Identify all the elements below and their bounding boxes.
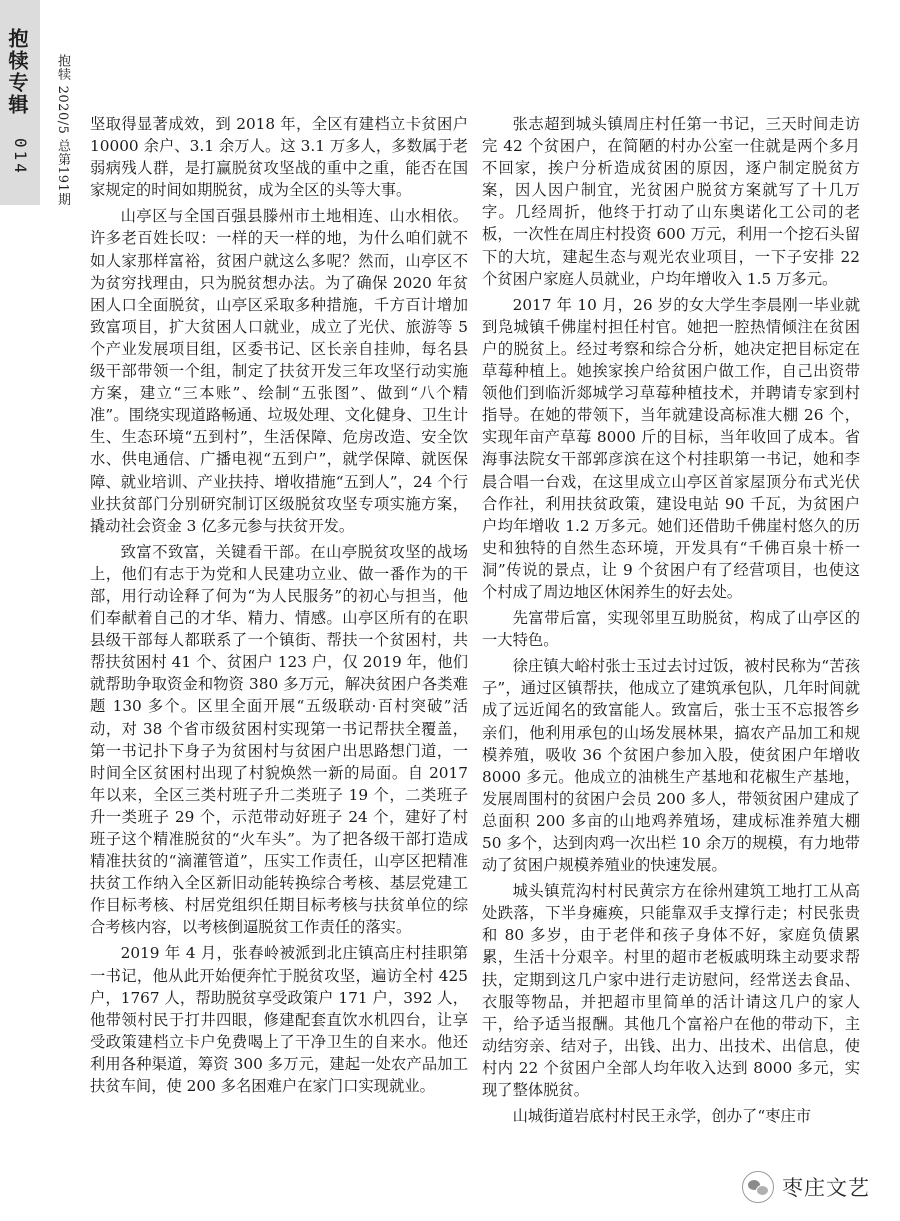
paragraph: 先富带后富，实现邻里互助脱贫，构成了山亭区的一大特色。 <box>482 609 860 650</box>
paragraph: 城头镇荒沟村村民黄宗方在徐州建筑工地打工从高处跌落，下半身瘫痪，只能靠双手支撑行走；村民张贵和 80 多岁，由于老伴和孩子身体不好，家庭负债累累，生活十分艰辛。村里的超市老板戚明珠主动要求帮扶，定期到这几户家中进行走访慰问，经常送去食品、衣服等物品，并把超市里简单的活计请这几户的家人干，给予适当报酬。其他几个富裕户在他的带动下，主动结穷亲、结对子，出钱、出力、出技术、出信息，使村内 22 个贫困户全部人均年收入达到 8000 多元，实现了整体脱贫。 <box>482 882 860 1100</box>
paragraph: 山亭区与全国百强县滕州市土地相连、山水相依。许多老百姓长叹：一样的天一样的地，为什么咱们就不如人家那样富裕，贫困户就这么多呢？然而，山亭区不为贫穷找理由，只为脱贫想办法。为了确保 2020 年贫困人口全面脱贫，山亭区采取多种措施，千方百计增加致富项目，扩大贫困人口就业，成立了光伏、旅游等 5 个产业发展项目组，区委书记、区长亲自挂帅，每名县级干部带领一个组，制定了扶贫开发三年攻坚行动实施方案，建立“三本账”、绘制“五张图”、做到“八个精准”。围绕实现道路畅通、垃圾处理、文化健身、卫生计生、生态环境“五到村”，生活保障、危房改造、安全饮水、供电通信、广播电视“五到户”，就学保障、就医保障、就业培训、产业扶持、增收措施“五到人”，24 个行业扶贫部门分别研究制订区级脱贫攻坚专项实施方案，撬动社会资金 3 亿多元参与扶贫开发。 <box>90 207 468 535</box>
paragraph: 张志超到城头镇周庄村任第一书记，三天时间走访完 42 个贫困户，在简陋的村办公室一住就是两个多月不回家，挨户分析造成贫困的原因，逐户制定脱贫方案，因人因户制宜，光贫困户脱贫方案就写了十几万字。几经周折，他终于打动了山东奥诺化工公司的老板，一次性在周庄村投资 600 万元，利用一个挖石头留下的大坑，建起生态与观光农业项目，一下子安排 22 个贫困户家庭人员就业，户均年增收入 1.5 万多元。 <box>482 115 860 288</box>
side-strip <box>0 0 40 205</box>
watermark <box>742 1171 870 1203</box>
left-column <box>90 113 468 1097</box>
page-number: 014 <box>11 138 30 176</box>
paragraph: 2019 年 4 月，张春岭被派到北庄镇高庄村挂职第一书记，他从此开始便奔忙于脱贫攻坚，遍访全村 425 户，1767 人，帮助脱贫享受政策户 171 户，392 人，他带领村民于打井四眼，修建配套直饮水机四台，让享受政策建档立卡户免费喝上了干净卫生的自来水。他还利用各种渠道，筹资 300 多万元，建起一处农产品加工扶贫车间，使 200 多名困难户在家门口实现就业。 <box>90 944 468 1096</box>
paragraph: 致富不致富，关键看干部。在山亭脱贫攻坚的战场上，他们有志于为党和人民建功立业、做一番作为的干部，用行动诠释了何为“为人民服务”的初心与担当，他们奉献着自己的才华、精力、情感。山亭区所有的在职县级干部每人都联系了一个镇街、帮扶一个贫困村，共帮扶贫困村 41 个、贫困户 123 户，仅 2019 年，他们就帮助争取资金和物资 380 多万元，解决贫困户各类难题 130 多个。区里全面开展“五级联动·百村突破”活动，对 38 个省市级贫困村实现第一书记帮扶全覆盖，第一书记扑下身子为贫困村与贫困户出思路想门道，一时间全区贫困村出现了村貌焕然一新的局面。自 2017 年以来，全区三类村班子升二类班子 19 个，二类班子升一类班子 29 个，示范带动好班子 24 个，建好了村班子这个精准脱贫的“火车头”。为了把各级干部打造成精准扶贫的“滴灌管道”，压实工作责任，山亭区把精准扶贫工作纳入全区新旧动能转换综合考核、基层党建工作目标考核、村居党组织任期目标考核与扶贫单位的综合考核内容，以考核倒逼脱贫工作责任的落实。 <box>90 542 468 937</box>
issue-info: 抱犊 2020/5 总第191期 <box>55 54 70 206</box>
paragraph: 徐庄镇大峪村张士玉过去讨过饭，被村民称为“苦孩子”，通过区镇帮扶，他成立了建筑承包队，几年时间就成了远近闻名的致富能人。致富后，张士玉不忘报答乡亲们，他利用承包的山场发展林果，搞农产品加工和规模养殖，吸收 36 个贫困户参加入股，使贫困户年增收 8000 多元。他成立的油桃生产基地和花椒生产基地，发展周围村的贫困户会员 200 多人，带领贫困户建成了总面积 200 多亩的山地鸡养殖场，建成标准养殖大棚 50 多个，达到肉鸡一次出栏 10 余万的规模，有力地带动了贫困户规模养殖业的快速发展。 <box>482 657 860 875</box>
paragraph: 山城街道岩底村村民王永学，创办了“枣庄市 <box>512 1107 812 1126</box>
watermark-text: 枣庄文艺 <box>782 1176 870 1200</box>
right-column <box>482 113 860 1127</box>
wechat-icon <box>742 1171 774 1203</box>
paragraph: 坚取得显著成效，到 2018 年，全区有建档立卡贫困户 10000 余户、3.1 余万人。这 3.1 万多人，多数属于老弱病残人群，是打赢脱贫攻坚战的重中之重，能否在国家规定的时间如期脱贫，成为全区的头等大事。 <box>90 115 468 200</box>
section-title: 抱犊专辑 <box>5 28 29 116</box>
paragraph: 2017 年 10 月，26 岁的女大学生李晨刚一毕业就到凫城镇千佛崖村担任村官。她把一腔热情倾注在贫困户的脱贫上。经过考察和综合分析，她决定把目标定在草莓种植上。她挨家挨户给贫困户做工作，自己出资带领他们到临沂郯城学习草莓种植技术，并聘请专家到村指导。在她的带领下，当年就建设高标准大棚 26 个，实现年亩产草莓 8000 斤的目标，当年收回了成本。省海事法院女干部郭彦滨在这个村挂职第一书记，她和李晨合唱一台戏，在这里成立山亭区首家屋顶分布式光伏合作社，利用扶贫政策，建设电站 90 千瓦，为贫困户户均年增收 1.2 万多元。她们还借助千佛崖村悠久的历史和独特的自然生态环境，开发具有“千佛百泉十桥一洞”传说的景点，让 9 个贫困户有了经营项目，也使这个村成了周边地区休闲养生的好去处。 <box>482 295 860 601</box>
